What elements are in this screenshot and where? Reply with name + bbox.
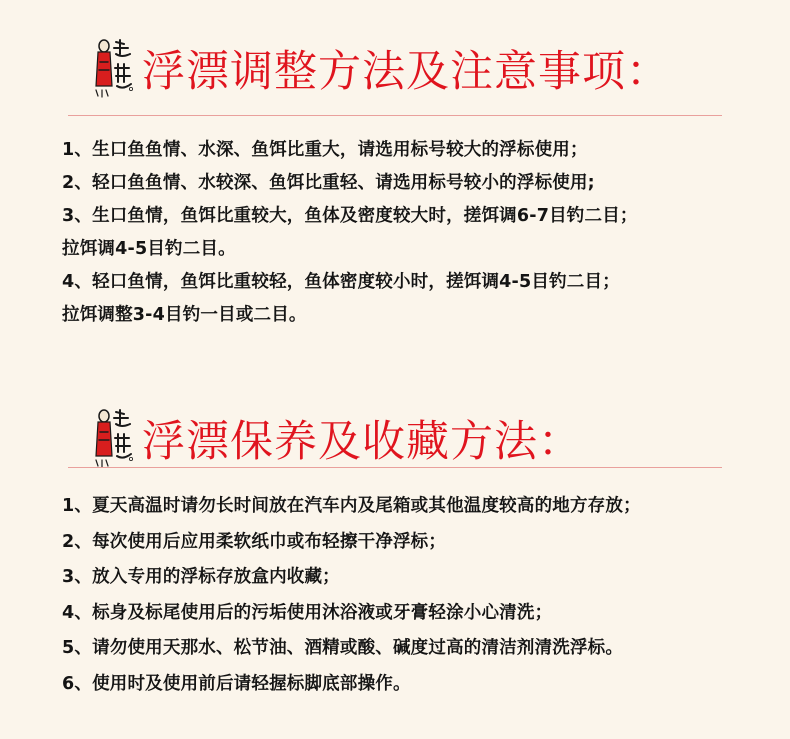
list-item-text-continued: 拉饵调4-5目钓二目。 [62, 239, 236, 259]
list-item [62, 667, 641, 703]
damo-logo-icon [90, 406, 136, 476]
list-item-text: 3、放入专用的浮标存放盒内收藏； [62, 567, 340, 587]
divider [68, 467, 722, 468]
instruction-list [62, 134, 638, 332]
divider [68, 115, 722, 116]
list-item [62, 631, 641, 667]
list-item [62, 167, 638, 200]
section-heading [90, 36, 710, 106]
list-item-text-continued: 拉饵调整3-4目钓一目或二目。 [62, 305, 307, 325]
list-item [62, 266, 638, 332]
list-item [62, 596, 641, 632]
list-item-text: 4、轻口鱼情，鱼饵比重较轻，鱼体密度较小时，搓饵调4-5目钓二目； [62, 272, 620, 292]
list-item-text: 4、标身及标尾使用后的污垢使用沐浴液或牙膏轻涂小心清洗； [62, 602, 553, 623]
list-item-text: 6、使用时及使用前后请轻握标脚底部操作。 [62, 673, 411, 694]
list-item-text: 2、每次使用后应用柔软纸巾或布轻擦干净浮标； [62, 531, 447, 552]
list-item-text: 5、请勿使用天那水、松节油、酒精或酸、碱度过高的清洁剂清洗浮标。 [62, 638, 624, 658]
section-heading [90, 406, 710, 476]
section-title: 浮漂调整方法及注意事项： [142, 47, 670, 97]
section-title: 浮漂保养及收藏方法： [142, 417, 582, 467]
list-item [62, 489, 641, 525]
list-item [62, 525, 641, 561]
list-item-text: 3、生口鱼情，鱼饵比重较大，鱼体及密度较大时，搓饵调6-7目钓二目； [62, 206, 638, 226]
list-item [62, 134, 638, 167]
list-item-text: 1、生口鱼鱼情、水深、鱼饵比重大，请选用标号较大的浮标使用； [62, 140, 588, 160]
list-item-text: 1、夏天高温时请勿长时间放在汽车内及尾箱或其他温度较高的地方存放； [62, 496, 641, 516]
list-item [62, 200, 638, 266]
damo-logo-icon [90, 36, 136, 106]
list-item-text: 2、轻口鱼鱼情、水较深、鱼饵比重轻、请选用标号较小的浮标使用; [62, 173, 595, 193]
instruction-list [62, 489, 641, 702]
list-item [62, 560, 641, 596]
